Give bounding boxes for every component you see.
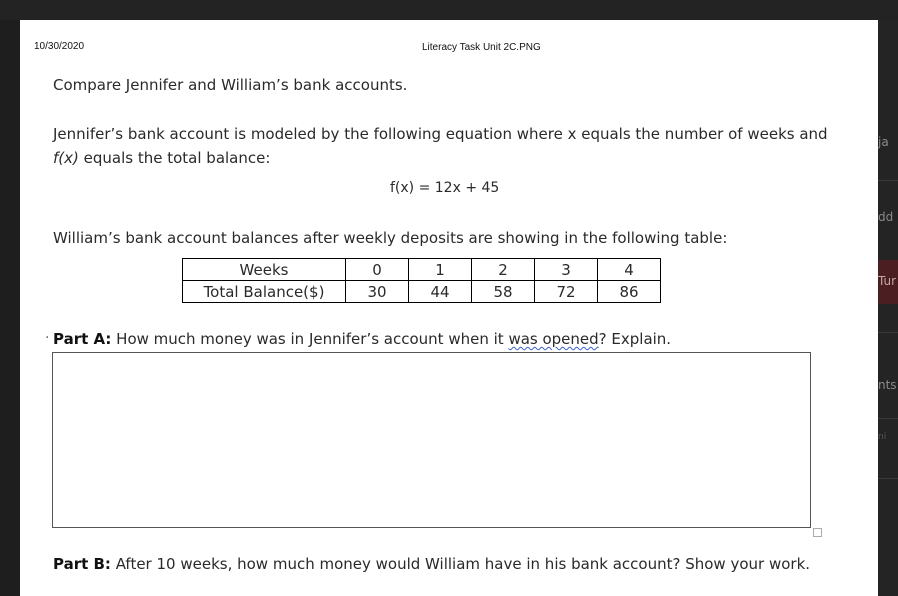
part-a-label: Part A: [53,330,112,348]
table-row-label: Weeks [183,259,346,281]
jennifer-text-end: equals the total balance: [78,149,271,167]
side-label: dd [878,210,894,224]
table-row [183,259,661,281]
intro-text: Compare Jennifer and William’s bank accounts. [53,76,408,94]
resize-handle[interactable] [813,528,822,537]
part-a-answer-box[interactable] [52,352,811,528]
side-divider [878,180,898,181]
table-cell: 58 [472,281,535,303]
part-b-text: After 10 weeks, how much money would William have in his bank account? Show your work. [110,555,811,573]
jennifer-paragraph [53,122,853,170]
document-title: Literacy Task Unit 2C.PNG [422,42,541,53]
table-cell: 44 [409,281,472,303]
table-cell: 2 [472,259,535,281]
table-row-label: Total Balance($) [183,281,346,303]
part-a-text-end: ? Explain. [598,330,672,348]
viewer-top-bar [0,0,898,20]
document-page [20,20,878,596]
part-a-question [53,330,671,348]
side-label: nts [878,378,897,392]
side-label: ja [878,135,889,149]
william-text: William’s bank account balances after weekly deposits are showing in the following table: [53,229,728,247]
table-cell: 86 [598,281,661,303]
side-divider [878,418,898,419]
print-date: 10/30/2020 [34,41,85,52]
table-cell: 1 [409,259,472,281]
table-cell: 0 [346,259,409,281]
part-b-question [53,553,843,576]
side-accent-label: Tur [878,274,897,288]
table-cell: 30 [346,281,409,303]
part-a-text: How much money was in Jennifer’s account when it [111,330,509,348]
fx-term: f(x) [53,149,79,167]
side-divider [878,332,898,333]
table-cell: 3 [535,259,598,281]
side-divider [878,478,898,479]
table-cell: 4 [598,259,661,281]
spellcheck-underlined-text: was opened [508,330,599,348]
table-row [183,281,661,303]
table-cell: 72 [535,281,598,303]
text-cursor-mark: · [45,330,50,346]
part-b-label: Part B: [53,555,111,573]
side-label: ni [878,432,887,442]
jennifer-equation: f(x) = 12x + 45 [390,180,500,196]
side-panel [878,20,898,596]
side-accent-button[interactable] [878,260,898,304]
jennifer-text: Jennifer’s bank account is modeled by the following equation where x equals the number of weeks and [53,125,828,143]
balance-table [182,258,661,303]
